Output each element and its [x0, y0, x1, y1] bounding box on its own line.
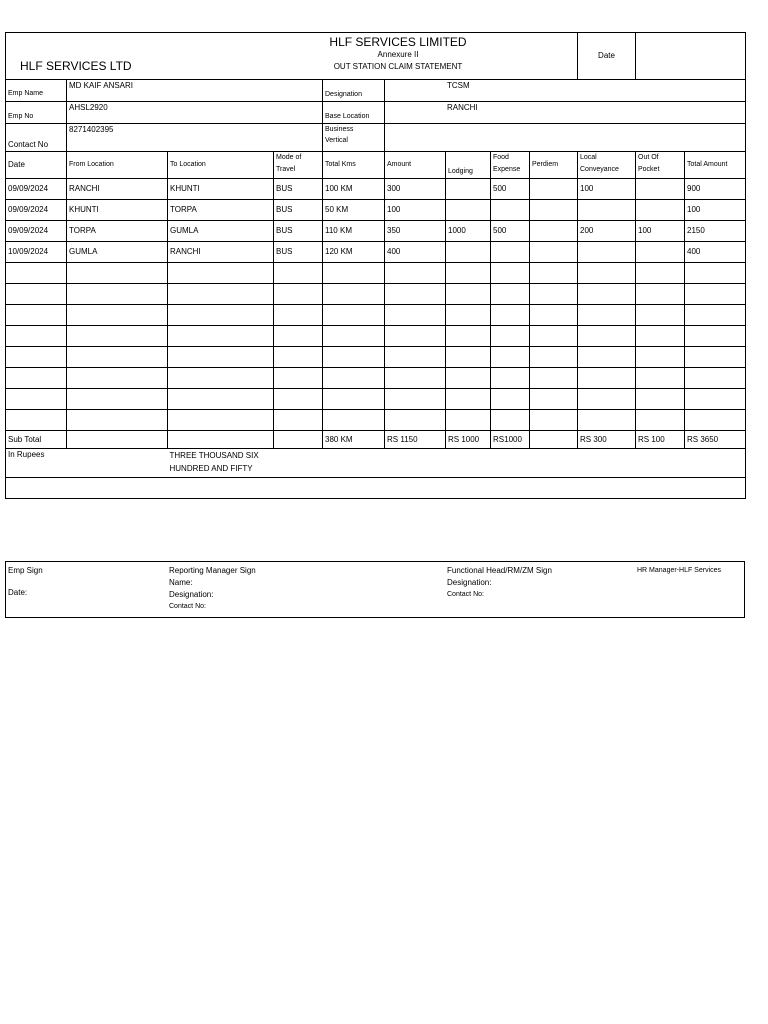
hr-sign-block [637, 565, 721, 576]
business-vertical-label [323, 124, 385, 152]
empty-cell-from [67, 326, 168, 347]
fh-contact-label: Contact No: [447, 591, 484, 598]
cell-amount: 400 [385, 242, 446, 263]
empty-cell-total [685, 389, 746, 410]
cell-oop [636, 200, 685, 221]
empty-cell-kms [323, 410, 385, 431]
empty-cell-perdiem [530, 347, 578, 368]
subtotal-oop: RS 100 [636, 431, 685, 449]
base-location-value: RANCHI [385, 102, 746, 124]
empty-cell-total [685, 410, 746, 431]
empty-cell-from [67, 347, 168, 368]
col-food-line2: Expense [493, 166, 521, 173]
cell-kms: 120 KM [323, 242, 385, 263]
cell-total: 900 [685, 179, 746, 200]
rm-designation-label: Designation: [169, 590, 214, 599]
empty-cell-kms [323, 389, 385, 410]
designation-value: TCSM [385, 80, 746, 102]
col-out-of-pocket [636, 152, 685, 179]
business-vertical-value [385, 124, 746, 152]
cell-amount: 100 [385, 200, 446, 221]
emp-name-label: Emp Name [6, 80, 67, 102]
empty-cell-lodging [446, 389, 491, 410]
empty-cell-kms [323, 347, 385, 368]
cell-to: KHUNTI [168, 179, 274, 200]
col-oop-line2: Pocket [638, 166, 660, 173]
empty-cell-date [6, 305, 67, 326]
col-total-kms: Total Kms [323, 152, 385, 179]
business-vertical-label-line2: Vertical [325, 137, 348, 144]
empty-cell-local [578, 326, 636, 347]
cell-local [578, 200, 636, 221]
cell-perdiem [530, 200, 578, 221]
cell-lodging: 1000 [446, 221, 491, 242]
col-local-line2: Conveyance [580, 166, 619, 173]
empty-row [6, 284, 746, 305]
empty-row [6, 347, 746, 368]
emp-sign-label: Emp Sign [8, 566, 43, 575]
company-full-name: HLF SERVICES LIMITED [329, 35, 467, 49]
date-label: Date [598, 51, 615, 60]
empty-cell-local [578, 368, 636, 389]
empty-cell-food [491, 326, 530, 347]
empty-cell-to [168, 284, 274, 305]
in-rupees-value [168, 449, 746, 478]
empty-cell-total [685, 326, 746, 347]
empty-cell-total [685, 284, 746, 305]
column-header-row [6, 152, 746, 179]
base-location-label: Base Location [323, 102, 385, 124]
empty-cell-food [491, 263, 530, 284]
signature-section [5, 561, 745, 618]
cell-lodging [446, 200, 491, 221]
empty-cell-lodging [446, 326, 491, 347]
cell-mode: BUS [274, 221, 323, 242]
table-row [6, 200, 746, 221]
emp-no-value: AHSL2920 [67, 102, 323, 124]
empty-cell-oop [636, 305, 685, 326]
emp-date-label: Date: [8, 588, 28, 597]
empty-cell-to [168, 368, 274, 389]
subtotal-food: RS1000 [491, 431, 530, 449]
empty-cell-food [491, 347, 530, 368]
company-short-name: HLF SERVICES LTD [20, 59, 132, 73]
col-food-line1: Food [493, 154, 509, 161]
empty-cell-to [168, 410, 274, 431]
empty-cell-lodging [446, 410, 491, 431]
in-rupees-line1: THREE THOUSAND SIX [169, 451, 259, 460]
empty-cell-amount [385, 263, 446, 284]
empty-cell-food [491, 368, 530, 389]
empty-cell-food [491, 410, 530, 431]
empty-cell-perdiem [530, 284, 578, 305]
empty-cell-local [578, 389, 636, 410]
empty-cell-lodging [446, 284, 491, 305]
empty-cell-perdiem [530, 305, 578, 326]
company-short-cell [6, 33, 467, 80]
empty-cell-kms [323, 305, 385, 326]
empty-cell-amount [385, 326, 446, 347]
empty-cell-mode [274, 305, 323, 326]
cell-mode: BUS [274, 242, 323, 263]
emp-no-row [6, 102, 746, 124]
empty-cell-perdiem [530, 410, 578, 431]
empty-cell-local [578, 410, 636, 431]
cell-amount: 350 [385, 221, 446, 242]
cell-mode: BUS [274, 179, 323, 200]
empty-cell-total [685, 347, 746, 368]
cell-from: TORPA [67, 221, 168, 242]
cell-date: 09/09/2024 [6, 179, 67, 200]
cell-food: 500 [491, 221, 530, 242]
in-rupees-line2: HUNDRED AND FIFTY [169, 464, 253, 473]
col-food-expense [491, 152, 530, 179]
cell-total: 100 [685, 200, 746, 221]
empty-cell-from [67, 410, 168, 431]
col-total-amount: Total Amount [685, 152, 746, 179]
empty-row [6, 305, 746, 326]
in-rupees-row [6, 449, 746, 478]
header-row [6, 33, 746, 80]
cell-perdiem [530, 221, 578, 242]
empty-cell-oop [636, 410, 685, 431]
cell-date: 09/09/2024 [6, 221, 67, 242]
empty-cell-date [6, 410, 67, 431]
empty-cell-date [6, 368, 67, 389]
empty-cell-date [6, 263, 67, 284]
contact-value: 8271402395 [67, 124, 323, 152]
subtotal-empty-mode [274, 431, 323, 449]
table-row [6, 179, 746, 200]
empty-cell-mode [274, 389, 323, 410]
empty-cell-amount [385, 410, 446, 431]
cell-perdiem [530, 242, 578, 263]
col-perdiem: Perdiem [530, 152, 578, 179]
rm-name-label: Name: [169, 578, 193, 587]
empty-cell-total [685, 263, 746, 284]
subtotal-local: RS 300 [578, 431, 636, 449]
subtotal-kms: 380 KM [323, 431, 385, 449]
empty-cell-local [578, 305, 636, 326]
cell-lodging [446, 179, 491, 200]
subtotal-empty-from [67, 431, 168, 449]
cell-to: GUMLA [168, 221, 274, 242]
fh-sign-block [447, 565, 552, 601]
empty-cell-oop [636, 368, 685, 389]
empty-cell-to [168, 326, 274, 347]
cell-kms: 110 KM [323, 221, 385, 242]
empty-cell-to [168, 263, 274, 284]
col-lodging: Lodging [446, 152, 491, 179]
statement-title: OUT STATION CLAIM STATEMENT [333, 62, 463, 71]
empty-cell-lodging [446, 347, 491, 368]
empty-cell-local [578, 284, 636, 305]
empty-cell-to [168, 305, 274, 326]
cell-total: 400 [685, 242, 746, 263]
cell-food [491, 242, 530, 263]
empty-cell-kms [323, 326, 385, 347]
cell-food: 500 [491, 179, 530, 200]
empty-cell-lodging [446, 368, 491, 389]
annexure-label: Annexure II [377, 50, 419, 59]
claim-statement-table [5, 32, 746, 499]
subtotal-row [6, 431, 746, 449]
empty-cell-local [578, 263, 636, 284]
empty-cell-lodging [446, 263, 491, 284]
empty-cell-amount [385, 368, 446, 389]
cell-kms: 50 KM [323, 200, 385, 221]
emp-name-value: MD KAIF ANSARI [67, 80, 323, 102]
emp-name-row [6, 80, 746, 102]
cell-local: 200 [578, 221, 636, 242]
in-rupees-label: In Rupees [6, 449, 168, 478]
emp-sign-block [8, 565, 43, 598]
table-row [6, 221, 746, 242]
col-mode-of-travel [274, 152, 323, 179]
empty-cell-local [578, 347, 636, 368]
subtotal-lodging: RS 1000 [446, 431, 491, 449]
fh-designation-label: Designation: [447, 578, 492, 587]
empty-cell-kms [323, 284, 385, 305]
empty-row [6, 326, 746, 347]
designation-label: Designation [323, 80, 385, 102]
empty-cell-perdiem [530, 326, 578, 347]
empty-row [6, 263, 746, 284]
cell-to: RANCHI [168, 242, 274, 263]
cell-local [578, 242, 636, 263]
col-mode-line1: Mode of [276, 154, 302, 161]
subtotal-empty-perdiem [530, 431, 578, 449]
cell-from: KHUNTI [67, 200, 168, 221]
contact-label: Contact No [6, 124, 67, 152]
empty-cell-amount [385, 284, 446, 305]
empty-row [6, 410, 746, 431]
empty-cell-to [168, 389, 274, 410]
col-date: Date [6, 152, 67, 179]
contact-row [6, 124, 746, 152]
empty-cell-total [685, 305, 746, 326]
empty-cell-oop [636, 326, 685, 347]
rm-sign-label: Reporting Manager Sign [169, 566, 256, 575]
business-vertical-label-line1: Business [325, 126, 354, 133]
empty-cell-oop [636, 347, 685, 368]
empty-row [6, 368, 746, 389]
empty-cell-from [67, 368, 168, 389]
subtotal-empty-to [168, 431, 274, 449]
cell-total: 2150 [685, 221, 746, 242]
fh-sign-label: Functional Head/RM/ZM Sign [447, 566, 552, 575]
col-mode-line2: Travel [276, 166, 296, 173]
col-from-location: From Location [67, 152, 168, 179]
empty-cell-from [67, 284, 168, 305]
cell-perdiem [530, 179, 578, 200]
subtotal-label: Sub Total [6, 431, 67, 449]
empty-cell-perdiem [530, 389, 578, 410]
cell-date: 10/09/2024 [6, 242, 67, 263]
cell-from: RANCHI [67, 179, 168, 200]
cell-oop [636, 179, 685, 200]
empty-cell-date [6, 284, 67, 305]
empty-cell-mode [274, 263, 323, 284]
cell-mode: BUS [274, 200, 323, 221]
empty-cell-food [491, 305, 530, 326]
cell-local: 100 [578, 179, 636, 200]
empty-cell-from [67, 263, 168, 284]
empty-cell-mode [274, 368, 323, 389]
empty-cell-mode [274, 410, 323, 431]
empty-cell-perdiem [530, 368, 578, 389]
empty-cell-to [168, 347, 274, 368]
blank-footer-row [6, 478, 746, 499]
empty-cell-mode [274, 326, 323, 347]
col-local-line1: Local [580, 154, 597, 161]
empty-cell-food [491, 284, 530, 305]
col-oop-line1: Out Of [638, 154, 659, 161]
empty-cell-amount [385, 305, 446, 326]
subtotal-amount: RS 1150 [385, 431, 446, 449]
empty-cell-perdiem [530, 263, 578, 284]
empty-cell-date [6, 389, 67, 410]
empty-cell-kms [323, 368, 385, 389]
cell-oop: 100 [636, 221, 685, 242]
col-to-location: To Location [168, 152, 274, 179]
empty-cell-oop [636, 284, 685, 305]
cell-food [491, 200, 530, 221]
cell-date: 09/09/2024 [6, 200, 67, 221]
empty-cell-mode [274, 284, 323, 305]
date-value-cell[interactable] [636, 33, 746, 80]
empty-cell-oop [636, 389, 685, 410]
cell-from: GUMLA [67, 242, 168, 263]
cell-kms: 100 KM [323, 179, 385, 200]
rm-sign-block [169, 565, 256, 612]
empty-cell-date [6, 347, 67, 368]
table-row [6, 242, 746, 263]
date-label-cell [578, 33, 636, 80]
empty-cell-kms [323, 263, 385, 284]
cell-to: TORPA [168, 200, 274, 221]
subtotal-total: RS 3650 [685, 431, 746, 449]
empty-cell-food [491, 389, 530, 410]
cell-lodging [446, 242, 491, 263]
hr-sign-label: HR Manager-HLF Services [637, 567, 722, 574]
rm-contact-label: Contact No: [169, 603, 206, 610]
empty-cell-from [67, 305, 168, 326]
empty-cell-lodging [446, 305, 491, 326]
cell-amount: 300 [385, 179, 446, 200]
col-local-conveyance [578, 152, 636, 179]
empty-cell-total [685, 368, 746, 389]
empty-row [6, 389, 746, 410]
empty-cell-oop [636, 263, 685, 284]
empty-cell-amount [385, 389, 446, 410]
cell-oop [636, 242, 685, 263]
empty-cell-amount [385, 347, 446, 368]
empty-cell-from [67, 389, 168, 410]
empty-cell-date [6, 326, 67, 347]
emp-no-label: Emp No [6, 102, 67, 124]
blank-footer-cell [6, 478, 746, 499]
empty-cell-mode [274, 347, 323, 368]
col-amount: Amount [385, 152, 446, 179]
